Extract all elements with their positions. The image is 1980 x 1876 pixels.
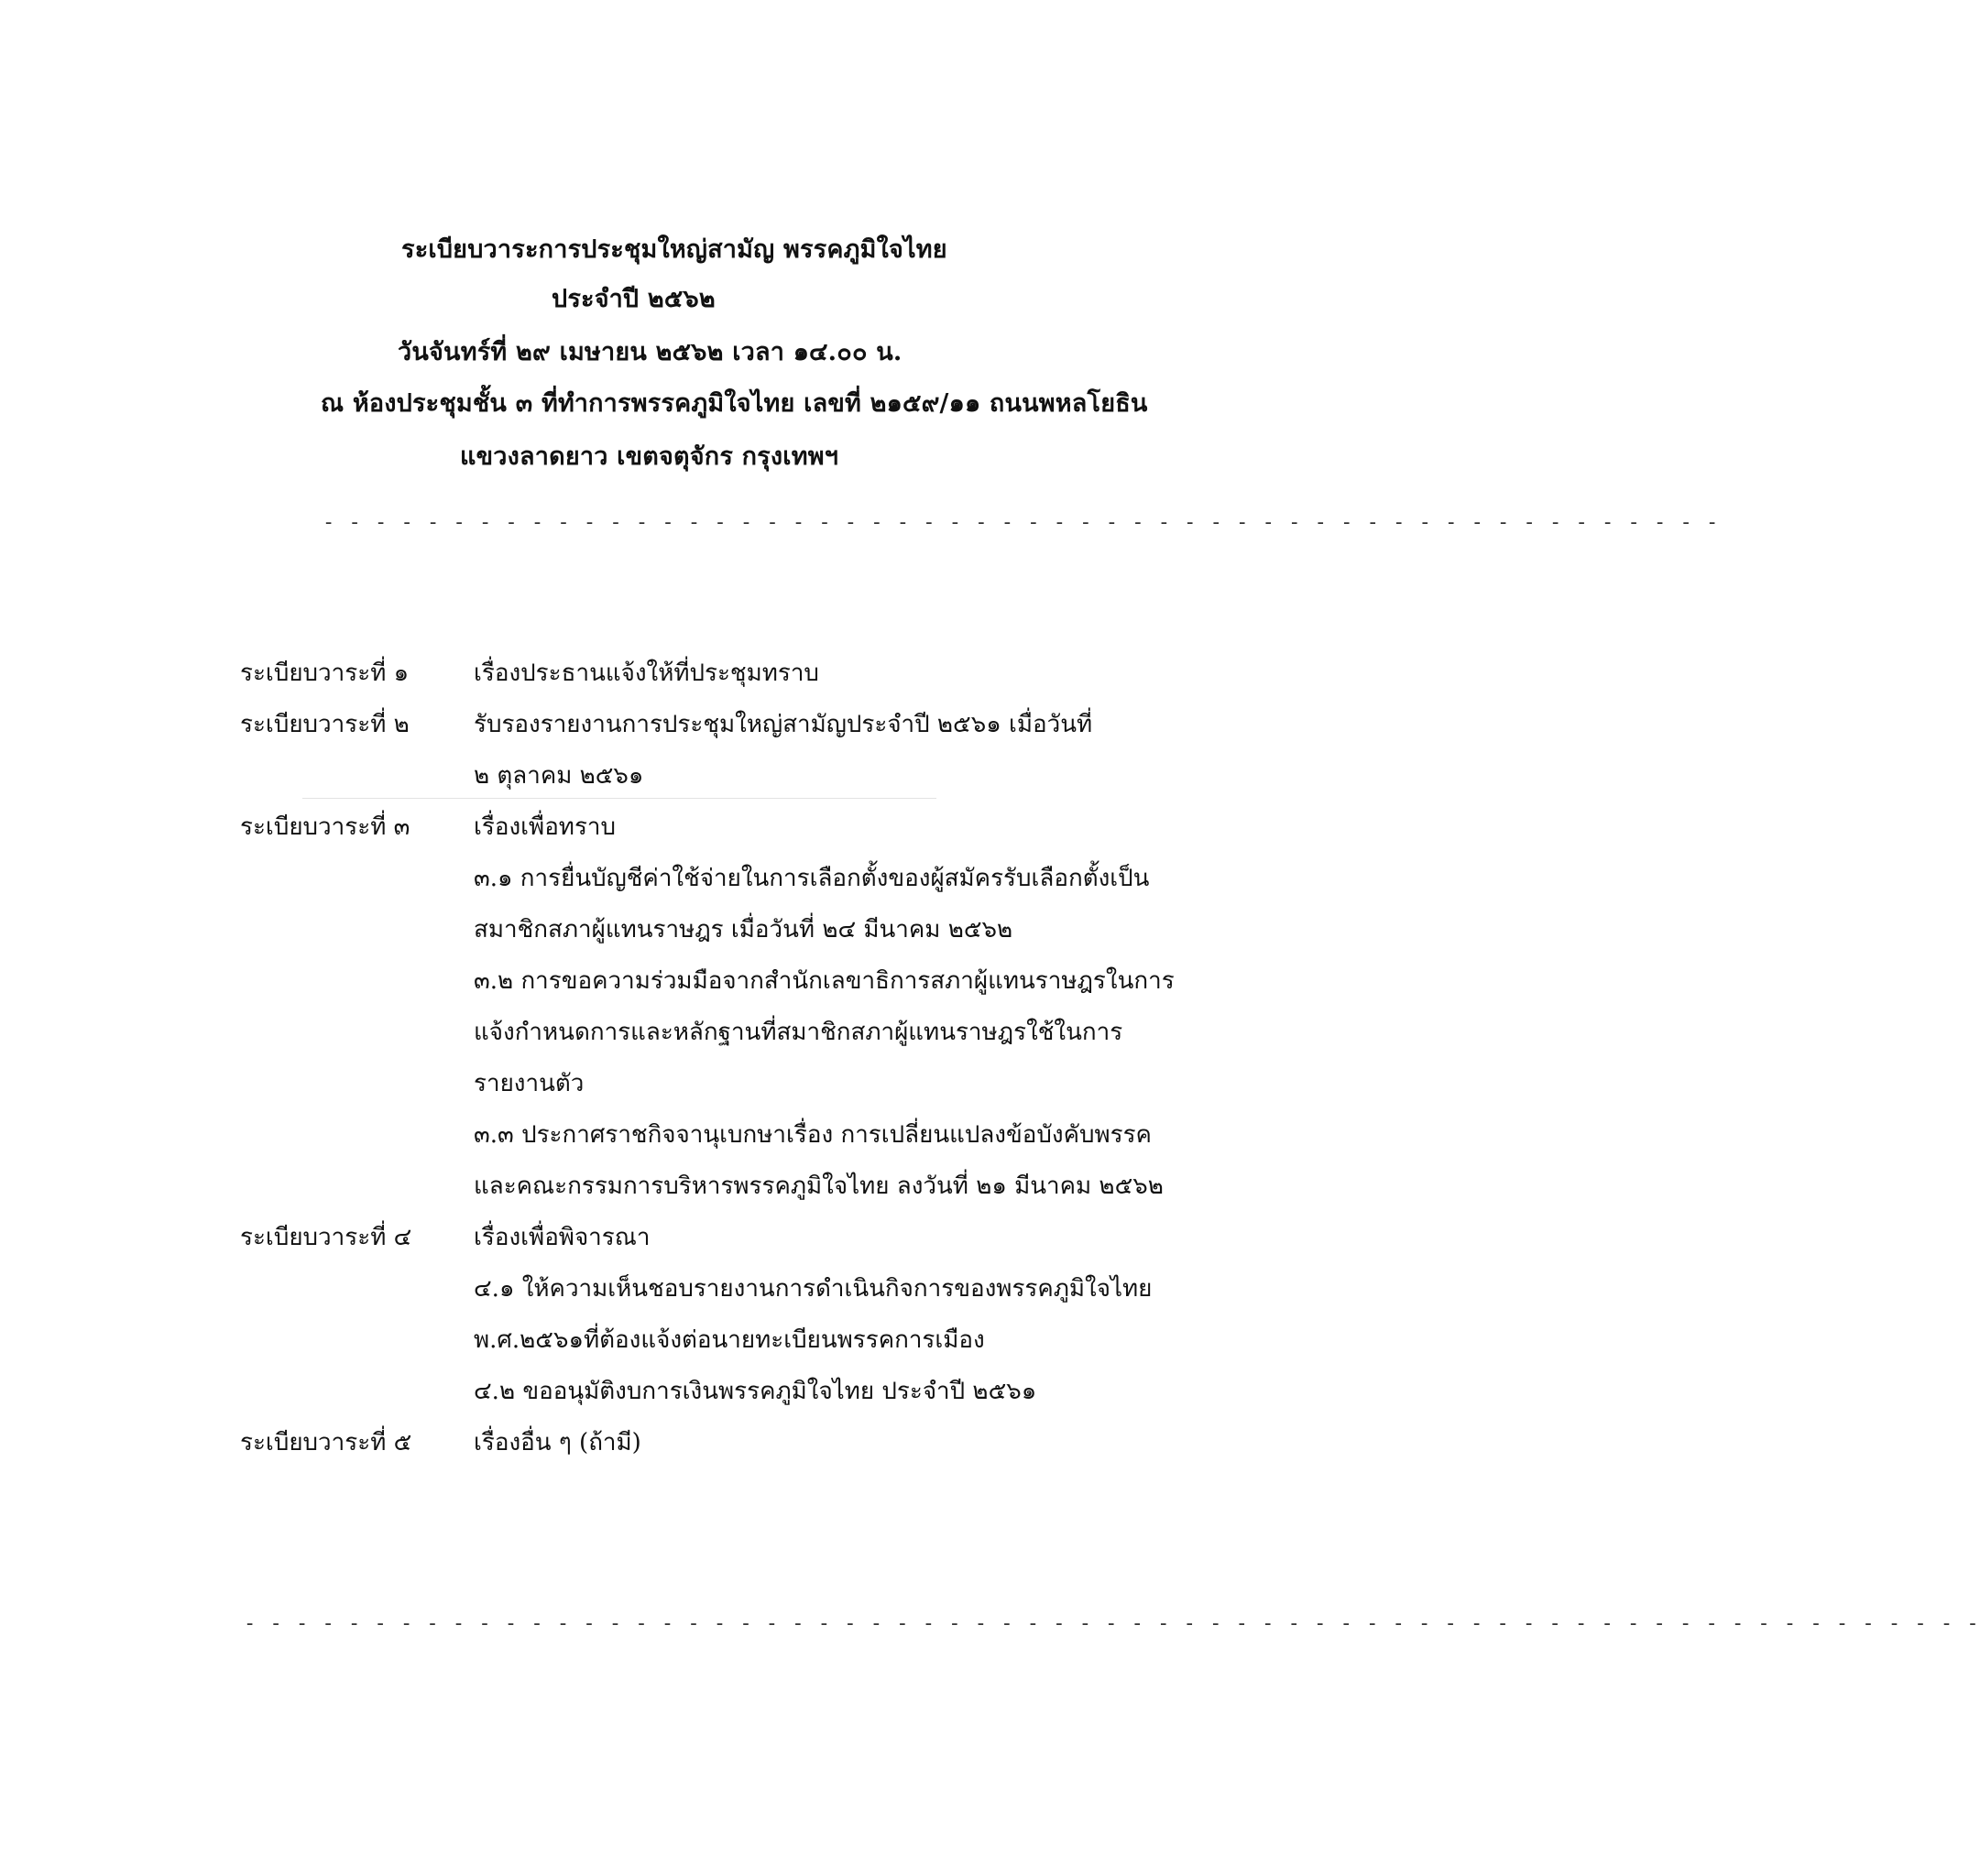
bottom-separator: - - - - - - - - - - - - - - - - - - - - - - - - - - - - - - - - - - - - - - - - - - - - - - - - - - - - - - - - - - - - - - - - - - -	[244, 1612, 1980, 1635]
agenda-4-1-line2: พ.ศ.๒๕๖๑ที่ต้องแจ้งต่อนายทะเบียนพรรคการเมือง	[474, 1326, 985, 1354]
meeting-district: แขวงลาดยาว เขตจตุจักร กรุงเทพฯ	[460, 442, 839, 471]
agenda-5-text: เรื่องอื่น ๆ (ถ้ามี)	[474, 1429, 641, 1456]
top-separator: - - - - - - - - - - - - - - - - - - - - - - - - - - - - - - - - - - - - - - - - - - - - - - - - - - - - - -	[323, 511, 1720, 534]
agenda-3-1-line2: สมาชิกสภาผู้แทนราษฎร เมื่อวันที่ ๒๔ มีนาคม ๒๕๖๒	[474, 916, 1013, 943]
agenda-1-text: เรื่องประธานแจ้งให้ที่ประชุมทราบ	[474, 660, 819, 687]
agenda-3-text: เรื่องเพื่อทราบ	[474, 813, 617, 841]
agenda-3-2-line1: ๓.๒ การขอความร่วมมือจากสำนักเลขาธิการสภาผู้แทนราษฎรในการ	[474, 967, 1175, 995]
meeting-datetime: วันจันทร์ที่ ๒๙ เมษายน ๒๕๖๒ เวลา ๑๔.๐๐ น.	[398, 338, 902, 366]
agenda-3-label: ระเบียบวาระที่ ๓	[240, 813, 410, 841]
faint-rule	[302, 798, 936, 799]
agenda-5-label: ระเบียบวาระที่ ๕	[240, 1429, 412, 1456]
agenda-2-label: ระเบียบวาระที่ ๒	[240, 711, 410, 738]
agenda-3-2-line3: รายงานตัว	[474, 1070, 585, 1097]
document-title: ระเบียบวาระการประชุมใหญ่สามัญ พรรคภูมิใจไทย	[401, 235, 947, 264]
agenda-3-3-line1: ๓.๓ ประกาศราชกิจจานุเบกษาเรื่อง การเปลี่ยนแปลงข้อบังคับพรรค	[474, 1121, 1152, 1149]
agenda-3-1-line1: ๓.๑ การยื่นบัญชีค่าใช้จ่ายในการเลือกตั้งของผู้สมัครรับเลือกตั้งเป็น	[474, 865, 1150, 892]
document-year: ประจำปี ๒๕๖๒	[552, 285, 716, 313]
meeting-venue: ณ ห้องประชุมชั้น ๓ ที่ทำการพรรคภูมิใจไทย เลขที่ ๒๑๕๙/๑๑ ถนนพหลโยธิน	[321, 389, 1148, 418]
agenda-4-text: เรื่องเพื่อพิจารณา	[474, 1224, 651, 1251]
agenda-3-3-line2: และคณะกรรมการบริหารพรรคภูมิใจไทย ลงวันที่ ๒๑ มีนาคม ๒๕๖๒	[474, 1172, 1164, 1200]
agenda-4-2-line1: ๔.๒ ขออนุมัติงบการเงินพรรคภูมิใจไทย ประจำปี ๒๕๖๑	[474, 1378, 1037, 1405]
agenda-3-2-line2: แจ้งกำหนดการและหลักฐานที่สมาชิกสภาผู้แทนราษฎรใช้ในการ	[474, 1019, 1123, 1046]
agenda-4-1-line1: ๔.๑ ให้ความเห็นชอบรายงานการดำเนินกิจการของพรรคภูมิใจไทย	[474, 1275, 1153, 1303]
agenda-1-label: ระเบียบวาระที่ ๑	[240, 660, 410, 687]
agenda-2-text-line2: ๒ ตุลาคม ๒๕๖๑	[474, 762, 644, 790]
agenda-4-label: ระเบียบวาระที่ ๔	[240, 1224, 412, 1251]
agenda-2-text-line1: รับรองรายงานการประชุมใหญ่สามัญประจำปี ๒๕๖๑ เมื่อวันที่	[474, 711, 1093, 738]
